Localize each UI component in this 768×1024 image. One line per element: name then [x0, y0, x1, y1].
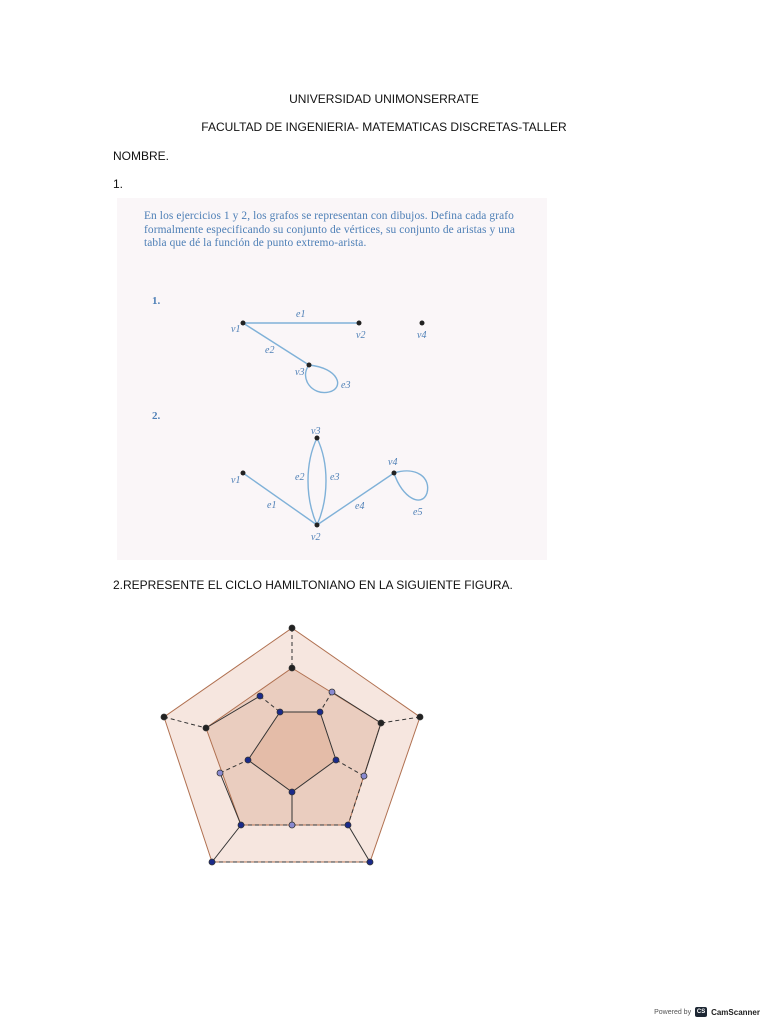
exercise-instructions: En los ejercicios 1 y 2, los grafos se representan con dibujos. Defina cada grafo formalmente especificando su conjunto de vértices, su conjunto de aristas y una tabla que dé la función de punto extremo-arista. — [144, 210, 516, 250]
graph-2-vertex-v4 — [392, 471, 397, 476]
graph-1-label-v4: v4 — [417, 330, 427, 341]
graph-2-vertex-v2 — [315, 523, 320, 528]
camscanner-logo-icon: CS — [696, 1009, 706, 1015]
graph-2-edge-e2 — [308, 438, 317, 525]
graph-2-loop-e5 — [394, 471, 428, 500]
graph-2-vertex-v1 — [241, 471, 246, 476]
question-1-number: 1. — [113, 177, 124, 191]
graph-2-vertices — [241, 436, 397, 528]
graph-2-edge-e1 — [243, 473, 317, 525]
graph-2-edge-e3 — [317, 438, 326, 525]
powered-by-text: Powered by — [654, 1008, 692, 1016]
camscanner-name: CamScanner — [711, 1007, 760, 1017]
graph-1-label-e3: e3 — [341, 380, 351, 391]
dodecahedron-graph — [150, 618, 440, 878]
graph-1-label-v2: v2 — [356, 330, 366, 341]
exercise-1-number: 1. — [152, 295, 161, 307]
question-2-text: 2.REPRESENTE EL CICLO HAMILTONIANO EN LA SIGUIENTE FIGURA. — [113, 578, 513, 592]
graph-1-vertices — [241, 321, 425, 368]
nombre-label: NOMBRE. — [113, 149, 170, 163]
graph-1-vertex-v4 — [420, 321, 425, 326]
graph-1-label-e2: e2 — [265, 345, 275, 356]
graph-1-edge-e2 — [243, 323, 309, 365]
graph-1-vertex-v1 — [241, 321, 246, 326]
university-title: UNIVERSIDAD UNIMONSERRATE — [289, 92, 479, 106]
graph-drawings — [117, 198, 547, 560]
graph-2-label-v4: v4 — [388, 457, 398, 468]
graph-2-edge-e4 — [317, 473, 394, 525]
graph-1-label-v1: v1 — [231, 324, 241, 335]
graph-2-label-e4: e4 — [355, 501, 365, 512]
graph-1-loop-e3 — [306, 365, 338, 393]
graph-2-label-e3: e3 — [330, 472, 340, 483]
graph-1-label-v3: v3 — [295, 367, 305, 378]
graph-1-labels — [231, 309, 426, 391]
graph-2-label-v2: v2 — [311, 532, 321, 543]
graph-2-label-v3: v3 — [311, 426, 321, 437]
graph-1-label-e1: e1 — [296, 309, 306, 320]
graph-1-vertex-v2 — [357, 321, 362, 326]
graph-2-label-e2: e2 — [295, 472, 305, 483]
scanned-exercise-image — [117, 198, 547, 560]
graph-2-label-e5: e5 — [413, 507, 423, 518]
graph-2-label-v1: v1 — [231, 475, 241, 486]
exercise-2-number: 2. — [152, 410, 161, 422]
graph-2-label-e1: e1 — [267, 500, 277, 511]
camscanner-footer — [654, 1007, 760, 1017]
faculty-subtitle: FACULTAD DE INGENIERIA- MATEMATICAS DISCRETAS-TALLER — [201, 120, 567, 134]
graph-1-vertex-v3 — [307, 363, 312, 368]
